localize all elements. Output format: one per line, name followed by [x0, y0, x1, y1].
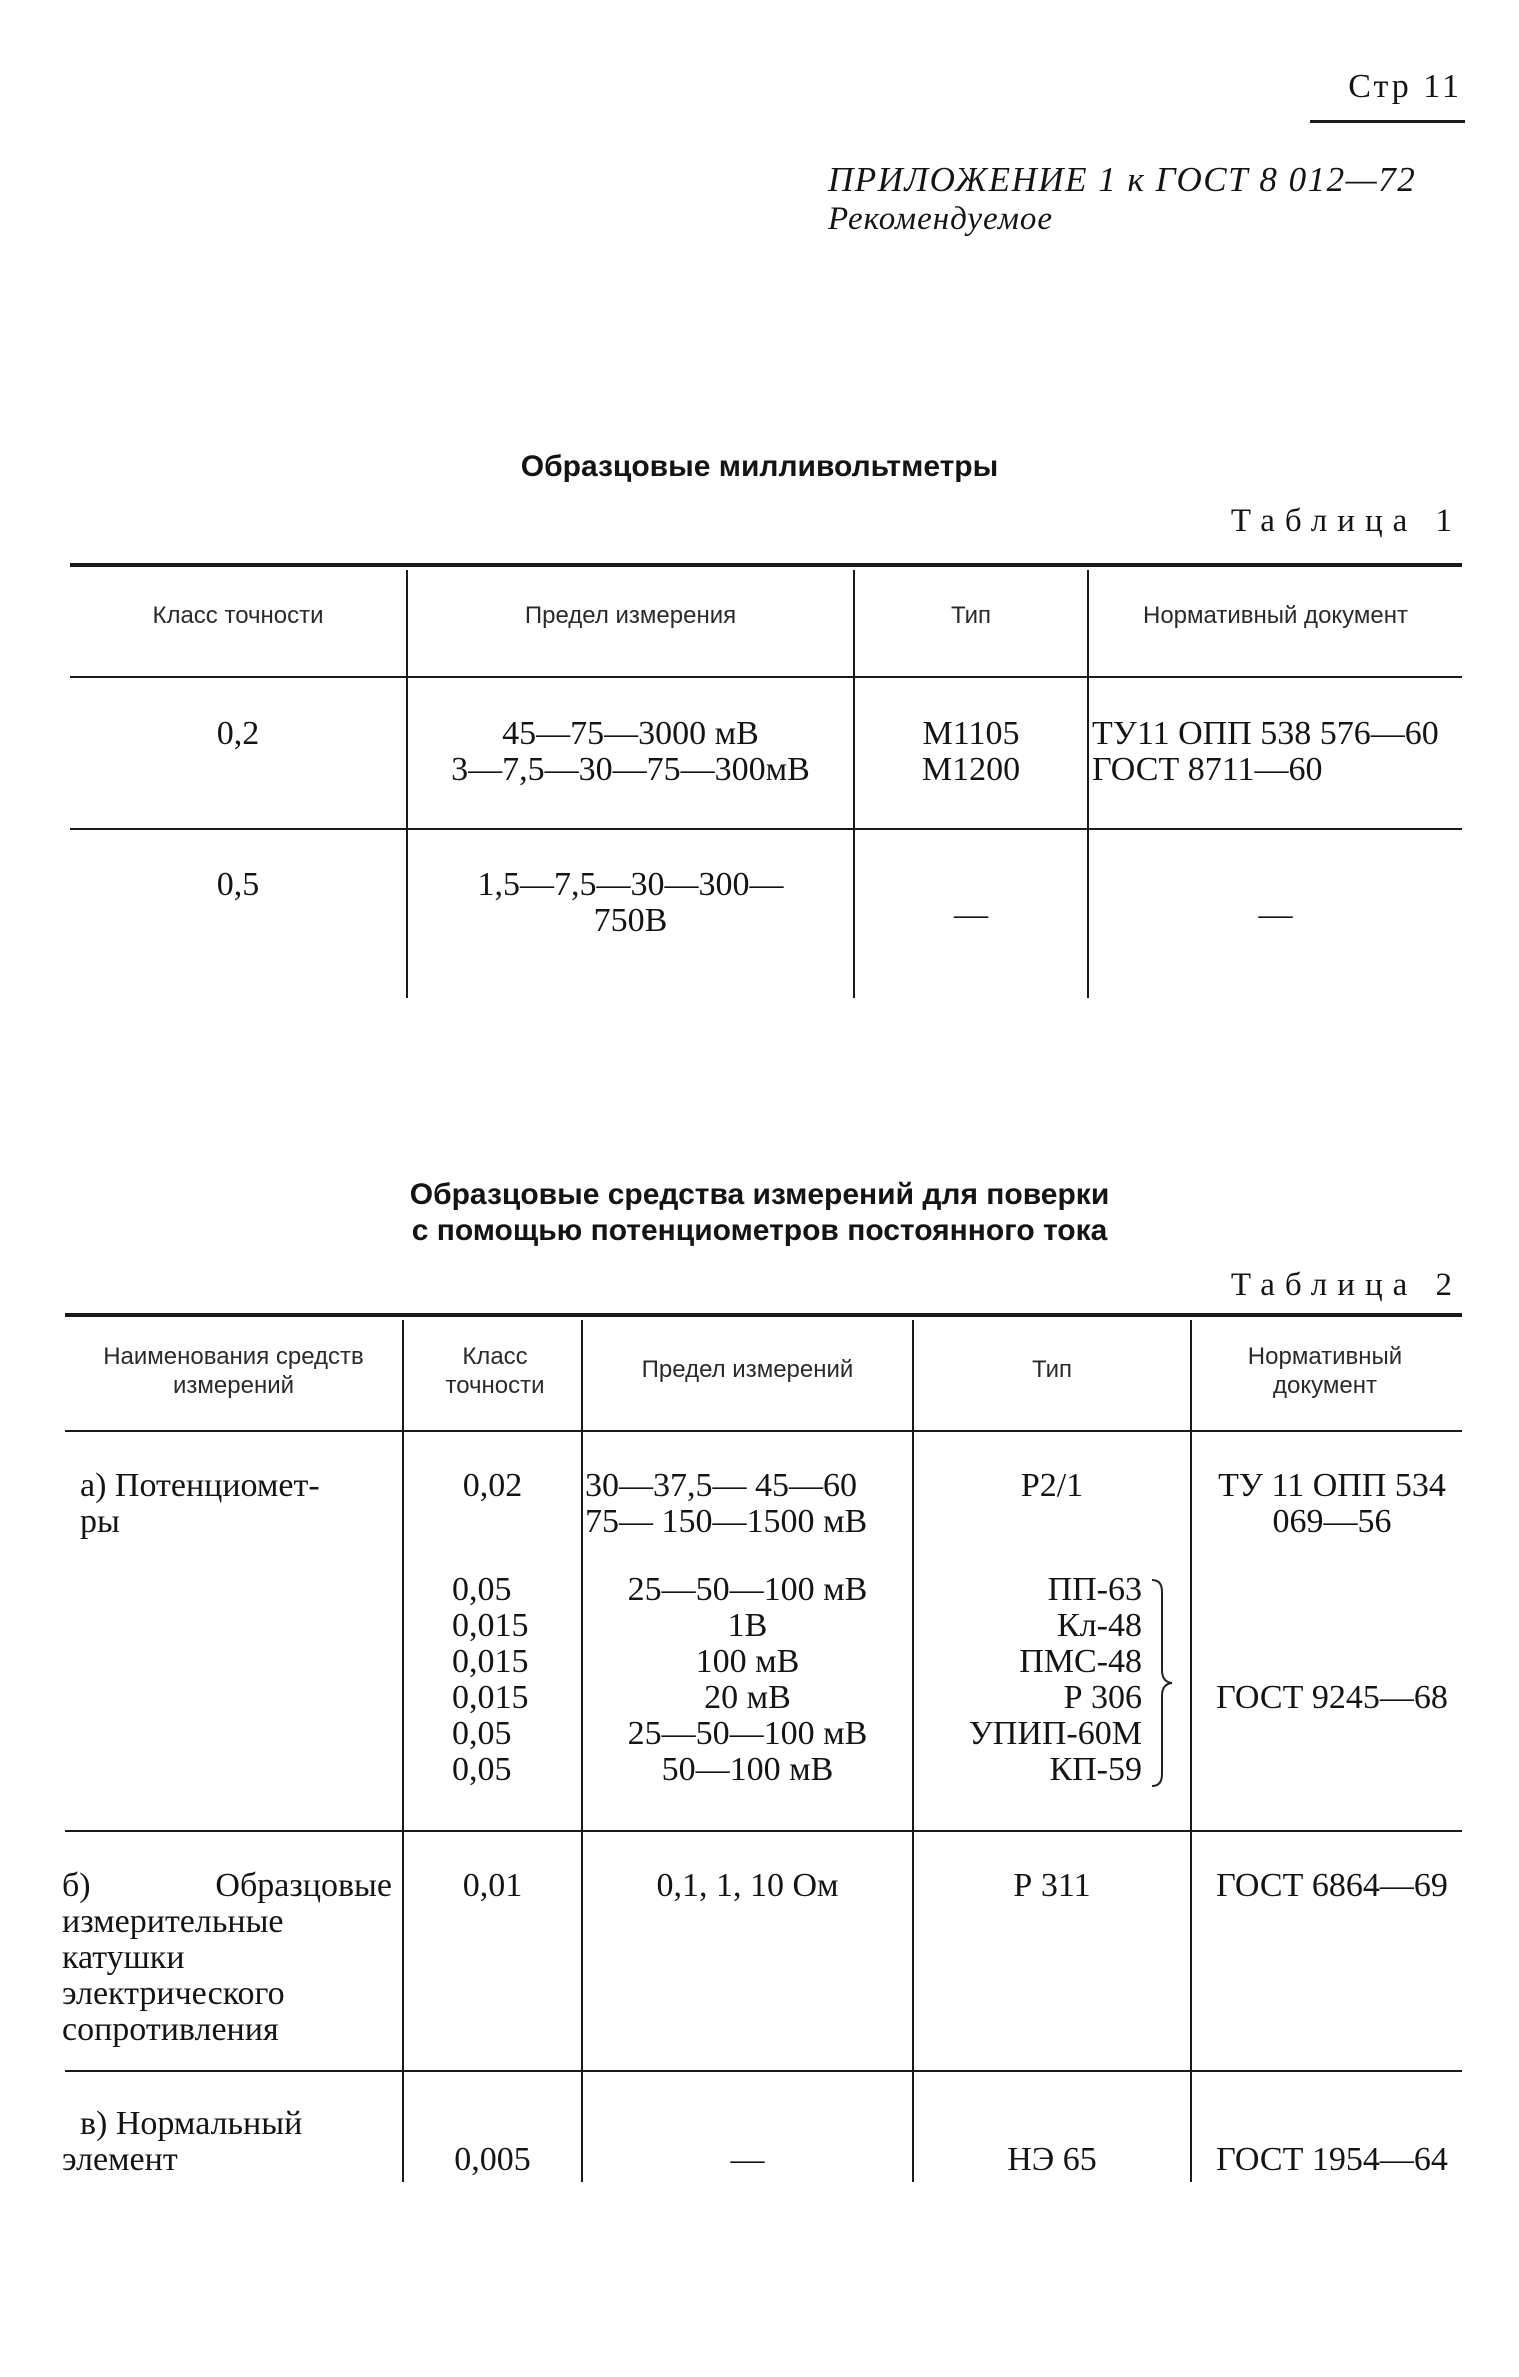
table-cell: 0,2: [216, 715, 260, 752]
table2-label: Таблица 2: [1230, 1267, 1462, 1303]
appendix-title: ПРИЛОЖЕНИЕ 1 к ГОСТ 8 012—72: [828, 160, 1417, 199]
page-number: Стр 11: [1348, 68, 1462, 105]
table1-heading: Образцовые милливольтметры: [520, 450, 999, 483]
table1-col-header: Класс точности: [152, 602, 324, 629]
table-cell: 30—37,5— 45—60 75— 150—1500 мВ: [585, 1467, 868, 1540]
table-cell: ТУ11 ОПП 538 576—60 ГОСТ 8711—60: [1092, 715, 1439, 788]
table-cell: ГОСТ 1954—64: [1216, 2141, 1448, 2178]
table-cell: 0,005: [454, 2141, 531, 2178]
table2-heading-line1: Образцовые средства измерений для поверки: [409, 1178, 1110, 1211]
table-cell: ТУ 11 ОПП 534 069—56: [1218, 1467, 1446, 1540]
table2-row-rule: [65, 2070, 1462, 2072]
table-cell: 25—50—100 мВ 1В 100 мВ 20 мВ 25—50—100 мВ 50—100 мВ: [627, 1571, 868, 1788]
table2-header-rule: [65, 1430, 1462, 1432]
table-cell: б) Образцовые измерительные катушки электрического сопротивления: [62, 1867, 392, 2048]
table-cell: М1105 М1200: [921, 715, 1021, 788]
table2-col-divider: [1190, 1320, 1192, 2182]
appendix-subtitle: Рекомендуемое: [828, 201, 1054, 237]
table-cell: НЭ 65: [1007, 2141, 1097, 2178]
table1-col-header: Предел измерения: [524, 602, 737, 629]
table-cell: ГОСТ 9245—68: [1216, 1679, 1448, 1716]
table-cell: —: [1258, 896, 1293, 933]
table2-col-header: Наименования средств измерений: [103, 1343, 364, 1399]
table-cell: Р2/1: [1020, 1467, 1084, 1504]
table-cell: в) Нормальный элемент: [62, 2105, 303, 2178]
table-cell: —: [730, 2141, 765, 2178]
table-cell: 0,05 0,015 0,015 0,015 0,05 0,05: [452, 1571, 529, 1788]
table-cell: 45—75—3000 мВ 3—7,5—30—75—300мВ: [451, 715, 810, 788]
table2-col-divider: [402, 1320, 404, 2182]
table-cell: ГОСТ 6864—69: [1216, 1867, 1448, 1904]
table-cell: 0,01: [462, 1867, 523, 1904]
table1-col-divider: [1087, 570, 1089, 998]
page-number-underline: [1310, 120, 1465, 123]
table1-row-rule: [70, 828, 1462, 830]
table2-col-header: Тип: [1031, 1356, 1072, 1383]
table2-row-rule: [65, 1830, 1462, 1832]
table1-col-header: Нормативный документ: [1142, 602, 1409, 629]
table2-col-header: Нормативный документ: [1247, 1343, 1403, 1399]
table-cell: 0,02: [462, 1467, 523, 1504]
table1-col-header: Тип: [950, 602, 991, 629]
table1-header-rule: [70, 676, 1462, 678]
table2-col-header: Класс точности: [445, 1343, 545, 1399]
table2-col-header: Предел измерений: [641, 1356, 854, 1383]
table2-heading-line2: с помощью потенциометров постоянного тока: [411, 1214, 1108, 1247]
table-cell: а) Потенциомет- ры: [80, 1467, 320, 1540]
curly-brace-icon: [1148, 1578, 1176, 1788]
table-cell: 0,5: [216, 866, 260, 903]
table-cell: —: [954, 896, 988, 933]
table-cell: Р 311: [1013, 1867, 1091, 1904]
table2-top-rule: [65, 1313, 1462, 1317]
table-cell: 1,5—7,5—30—300— 750В: [477, 866, 784, 939]
table-cell: 0,1, 1, 10 Ом: [656, 1867, 839, 1904]
table1-top-rule: [70, 563, 1462, 567]
table-cell: ПП-63 Кл-48 ПМС-48 Р 306 УПИП-60М КП-59: [968, 1571, 1142, 1788]
table1-label: Таблица 1: [1230, 503, 1462, 539]
